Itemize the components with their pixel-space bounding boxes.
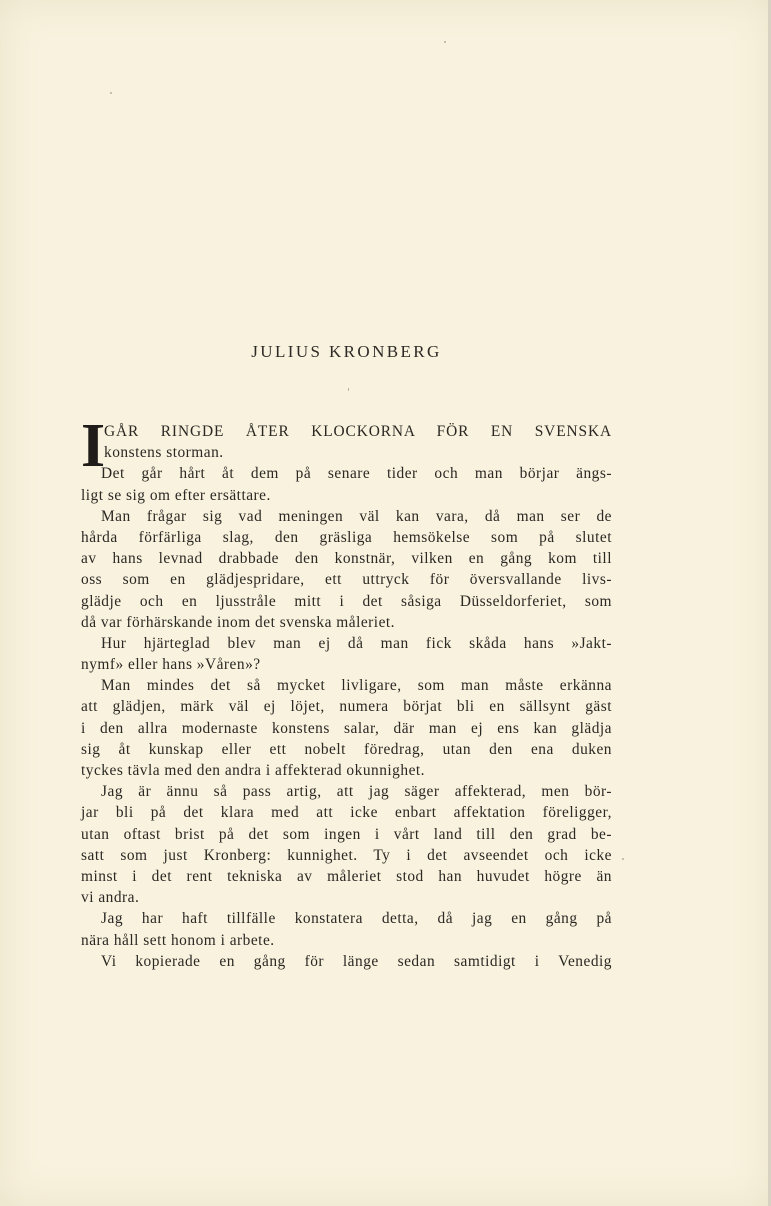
- text-line: ligt se sig om efter ersättare.: [81, 486, 271, 504]
- paper-speck: [348, 388, 349, 391]
- paper-speck: [110, 92, 112, 94]
- text-line: då var förhärskande inom det svenska måleriet.: [81, 613, 396, 631]
- text-line: av hans levnad drabbade den konstnär, vilken en gång kom till: [81, 550, 612, 568]
- drop-cap: I: [81, 412, 106, 480]
- text-line: minst i det rent tekniska av måleriet stod han huvudet högre än: [81, 867, 612, 885]
- paper-speck: [622, 858, 624, 860]
- text-line: nymf» eller hans »Våren»?: [81, 656, 261, 674]
- paper-speck: [444, 41, 446, 43]
- text-line: sig åt kunskap eller ett nobelt föredrag, utan den ena duken: [81, 740, 612, 758]
- text-line: i den allra modernaste konstens salar, där man ej ens kan glädja: [81, 719, 612, 737]
- body-text: [81, 412, 612, 972]
- text-line: Man frågar sig vad meningen väl kan vara, då man ser de: [101, 507, 612, 525]
- text-line: Det går hårt åt dem på senare tider och man börjar ängs-: [101, 465, 612, 483]
- text-line: Jag har haft tillfälle konstatera detta, då jag en gång på: [101, 910, 612, 928]
- text-line: nära håll sett honom i arbete.: [81, 931, 275, 949]
- text-line: tyckes tävla med den andra i affekterad okunnighet.: [81, 762, 426, 779]
- text-line: Jag är ännu så pass artig, att jag säger affekterad, men bör-: [101, 783, 612, 801]
- text-line: konstens storman.: [104, 444, 224, 462]
- text-line: vi andra.: [81, 889, 140, 907]
- text-line: satt som just Kronberg: kunnighet. Ty i det avseendet och icke: [81, 846, 612, 864]
- text-line: oss som en glädjespridare, ett uttryck för översvallande livs-: [81, 571, 612, 589]
- text-line: jar bli på det klara med att icke enbart affektation föreligger,: [81, 804, 612, 822]
- text-line: Man mindes det så mycket livligare, som man måste erkänna: [101, 677, 612, 695]
- chapter-title: JULIUS KRONBERG: [251, 342, 442, 361]
- text-line: utan oftast brist på det som ingen i vårt land till den grad be-: [81, 825, 612, 843]
- text-line: Vi kopierade en gång för länge sedan samtidigt i Venedig: [101, 952, 612, 970]
- text-line: att glädjen, märk väl ej löjet, numera börjat bli en sällsynt gäst: [81, 698, 612, 716]
- text-line: hårda förfärliga slag, den gräsliga hemsökelse som på slutet: [81, 528, 612, 546]
- text-line: GÅR RINGDE ÅTER KLOCKORNA FÖR EN SVENSKA: [104, 423, 612, 440]
- text-line: Hur hjärteglad blev man ej då man fick skåda hans »Jakt-: [101, 634, 612, 652]
- text-line: glädje och en ljusstråle mitt i det såsiga Düsseldorferiet, som: [81, 592, 612, 610]
